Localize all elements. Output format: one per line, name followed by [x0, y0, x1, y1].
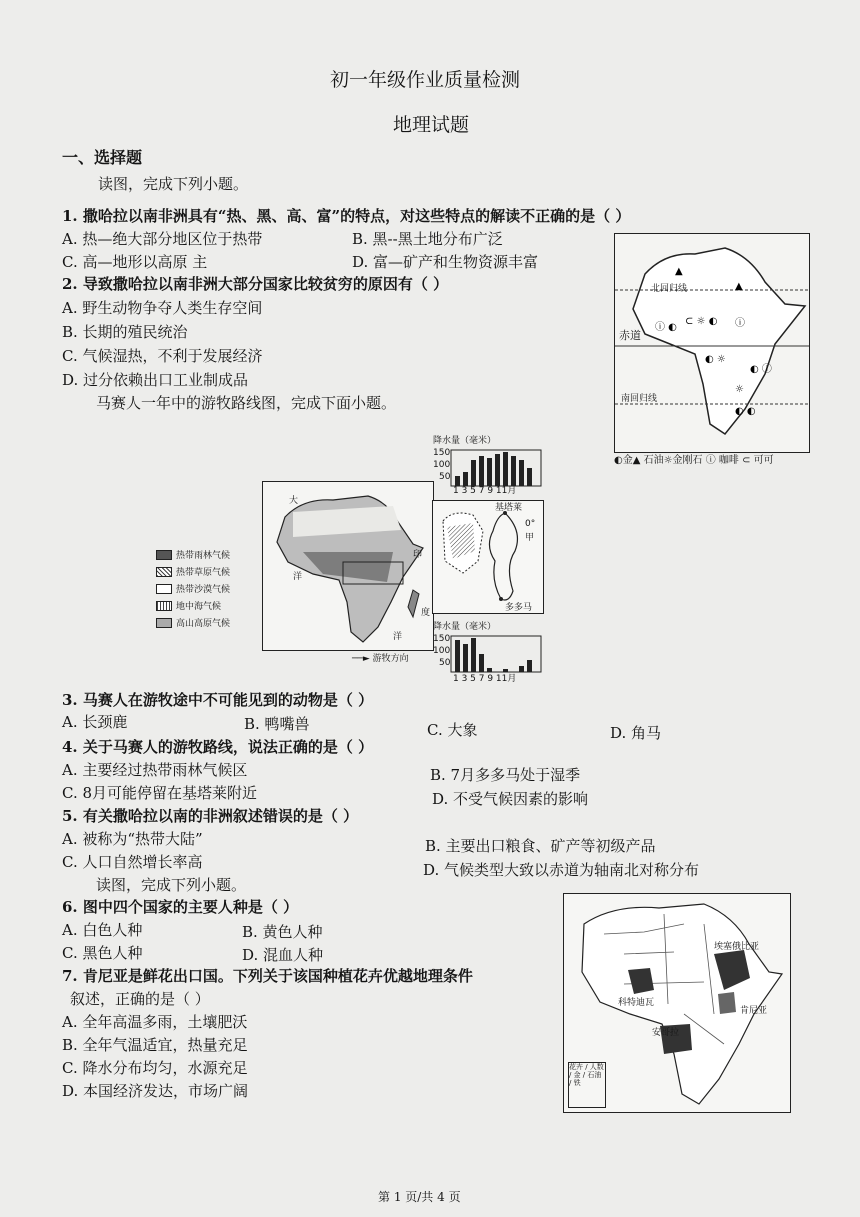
svg-text:▲: ▲: [735, 281, 743, 292]
chart-top-title: 降水量（毫米）: [433, 436, 497, 446]
route-outline: [433, 501, 543, 613]
africa-outline: [615, 234, 809, 452]
question-4-stem: 4. 关于马赛人的游牧路线，说法正确的是（ ）: [62, 738, 374, 756]
question-2-option-a: A. 野生动物争夺人类生存空间: [62, 299, 263, 317]
svg-text:▲: ▲: [675, 266, 683, 277]
ytick-top-50: 50: [439, 472, 451, 482]
question-4-option-d: D. 不受气候因素的影响: [432, 790, 589, 808]
precip-chart-top: [433, 448, 543, 498]
question-6-option-c: C. 黑色人种: [62, 944, 143, 962]
question-7-option-d: D. 本国经济发达，市场广阔: [62, 1082, 249, 1100]
equator-0-label: 0°: [525, 519, 536, 529]
legend-highland: 高山高原气候: [156, 616, 230, 629]
ocean-label-du: 度: [421, 608, 431, 618]
ocean-label-yang: 洋: [293, 572, 303, 582]
question-3-option-c: C. 大象: [427, 721, 478, 739]
legend-mediterranean: 地中海气候: [156, 599, 221, 612]
question-7-option-b: B. 全年气温适宜，热量充足: [62, 1036, 248, 1054]
ytick-top-150: 150: [433, 448, 451, 458]
legend-savanna: 热带草原气候: [156, 565, 230, 578]
question-5-option-b: B. 主要出口粮食、矿产等初级产品: [425, 837, 656, 855]
question-7-stem-continued: 叙述，正确的是（ ）: [70, 990, 210, 1008]
map1-legend: ◐金▲ 石油☼金刚石 ⓘ 咖啡 ⊂ 可可: [614, 455, 774, 466]
page-footer: 第 1 页/共 4 页: [378, 1190, 461, 1204]
equator-label: 赤道: [619, 329, 641, 342]
legend-rainforest: 热带雨林气候: [156, 548, 230, 561]
svg-text:◐ ⓘ: ◐ ⓘ: [750, 364, 772, 375]
ethiopia-label: 埃塞俄比亚: [714, 942, 760, 952]
question-1-option-a: A. 热—绝大部分地区位于热带: [62, 230, 263, 248]
question-2-stem: 2. 导致撒哈拉以南非洲大部分国家比较贫穷的原因有（ ）: [62, 275, 449, 293]
question-6-option-b: B. 黄色人种: [242, 923, 323, 941]
ocean-label-da: 大: [289, 496, 299, 506]
question-6-option-d: D. 混血人种: [242, 946, 324, 964]
question-4-option-a: A. 主要经过热带雨林气候区: [62, 761, 248, 779]
africa-climate-map: [262, 481, 434, 651]
question-2-option-d: D. 过分依赖出口工业制成品: [62, 371, 249, 389]
place-jia: 甲: [525, 533, 535, 543]
maasai-route-inset: [432, 500, 544, 614]
question-6-stem: 6. 图中四个国家的主要人种是（ ）: [62, 898, 299, 916]
ytick-bottom-150: 150: [433, 634, 451, 644]
question-7-option-c: C. 降水分布均匀，水源充足: [62, 1059, 248, 1077]
ytick-top-100: 100: [433, 460, 451, 470]
north-tropic-label: 北回归线: [651, 284, 688, 294]
ocean-label-yin: 印: [413, 550, 423, 560]
question-1-stem: 1. 撒哈拉以南非洲具有“热、黑、高、富”的特点，对这些特点的解读不正确的是（ ）: [62, 207, 631, 225]
svg-text:ⓘ: ⓘ: [735, 318, 745, 329]
question-4-option-c: C. 8月可能停留在基塔莱附近: [62, 784, 258, 802]
svg-text:ⓘ ◐: ⓘ ◐: [655, 322, 677, 333]
ocean-label-yang2: 洋: [393, 632, 403, 642]
svg-text:◐ ☼: ◐ ☼: [705, 354, 726, 365]
question-1-option-d: D. 富—矿产和生物资源丰富: [352, 253, 539, 271]
question-5-stem: 5. 有关撒哈拉以南的非洲叙述错误的是（ ）: [62, 807, 359, 825]
question-4-option-b: B. 7月多多马处于湿季: [430, 766, 581, 784]
route-direction-legend: ──► 游牧方向: [352, 654, 409, 664]
precip-chart-bottom: [433, 634, 543, 686]
legend-desert: 热带沙漠气候: [156, 582, 230, 595]
city-dodoma: 多多马: [505, 603, 533, 613]
kenya-label: 肯尼亚: [740, 1006, 768, 1016]
question-7-option-a: A. 全年高温多雨，土壤肥沃: [62, 1013, 248, 1031]
question-3-option-d: D. 角马: [610, 724, 662, 742]
question-3-option-b: B. 鸭嘴兽: [244, 715, 310, 733]
question-3-option-a: A. 长颈鹿: [62, 713, 128, 731]
africa-countries-map: [563, 893, 791, 1113]
city-kitale: 基塔莱: [495, 503, 523, 513]
exam-title: 初一年级作业质量检测: [330, 69, 521, 91]
ytick-bottom-50: 50: [439, 658, 451, 668]
question-intro: 读图，完成下列小题。: [96, 876, 247, 894]
question-5-option-d: D. 气候类型大致以赤道为轴南北对称分布: [423, 861, 700, 879]
africa-resources-map: [614, 233, 810, 453]
exam-subtitle: 地理试题: [393, 114, 470, 136]
question-2-option-b: B. 长期的殖民统治: [62, 323, 188, 341]
question-5-option-a: A. 被称为“热带大陆”: [62, 830, 203, 848]
angola-label: 安哥拉: [652, 1028, 680, 1038]
ghana-label: 科特迪瓦: [618, 998, 655, 1008]
question-1-option-b: B. 黑--黑土地分布广泛: [352, 230, 503, 248]
south-tropic-label: 南回归线: [621, 394, 658, 404]
ytick-bottom-100: 100: [433, 646, 451, 656]
africa-climate-outline: [263, 482, 433, 650]
question-2-option-c: C. 气候湿热，不利于发展经济: [62, 347, 263, 365]
chart-bottom-title: 降水量（毫米）: [433, 622, 497, 632]
map3-legend: 花卉 / 人数 / 金 / 石油 / 铁: [568, 1062, 606, 1108]
section-heading: 一、选择题: [62, 148, 143, 167]
svg-text:⊂ ☼ ◐: ⊂ ☼ ◐: [685, 316, 718, 327]
question-7-stem: 7. 肯尼亚是鲜花出口国。下列关于该国种植花卉优越地理条件: [62, 967, 473, 985]
question-1-option-c: C. 高—地形以高原 主: [62, 253, 208, 271]
xtick-bottom: 1 3 5 7 9 11月: [453, 674, 517, 684]
svg-text:☼: ☼: [735, 384, 744, 395]
xtick-top: 1 3 5 7 9 11月: [453, 486, 517, 496]
question-6-option-a: A. 白色人种: [62, 921, 143, 939]
svg-text:◐ ◐: ◐ ◐: [735, 406, 756, 417]
question-3-stem: 3. 马赛人在游牧途中不可能见到的动物是（ ）: [62, 691, 374, 709]
question-5-option-c: C. 人口自然增长率高: [62, 853, 203, 871]
question-intro: 读图，完成下列小题。: [98, 175, 249, 193]
question-intro: 马赛人一年中的游牧路线图，完成下面小题。: [96, 394, 397, 412]
